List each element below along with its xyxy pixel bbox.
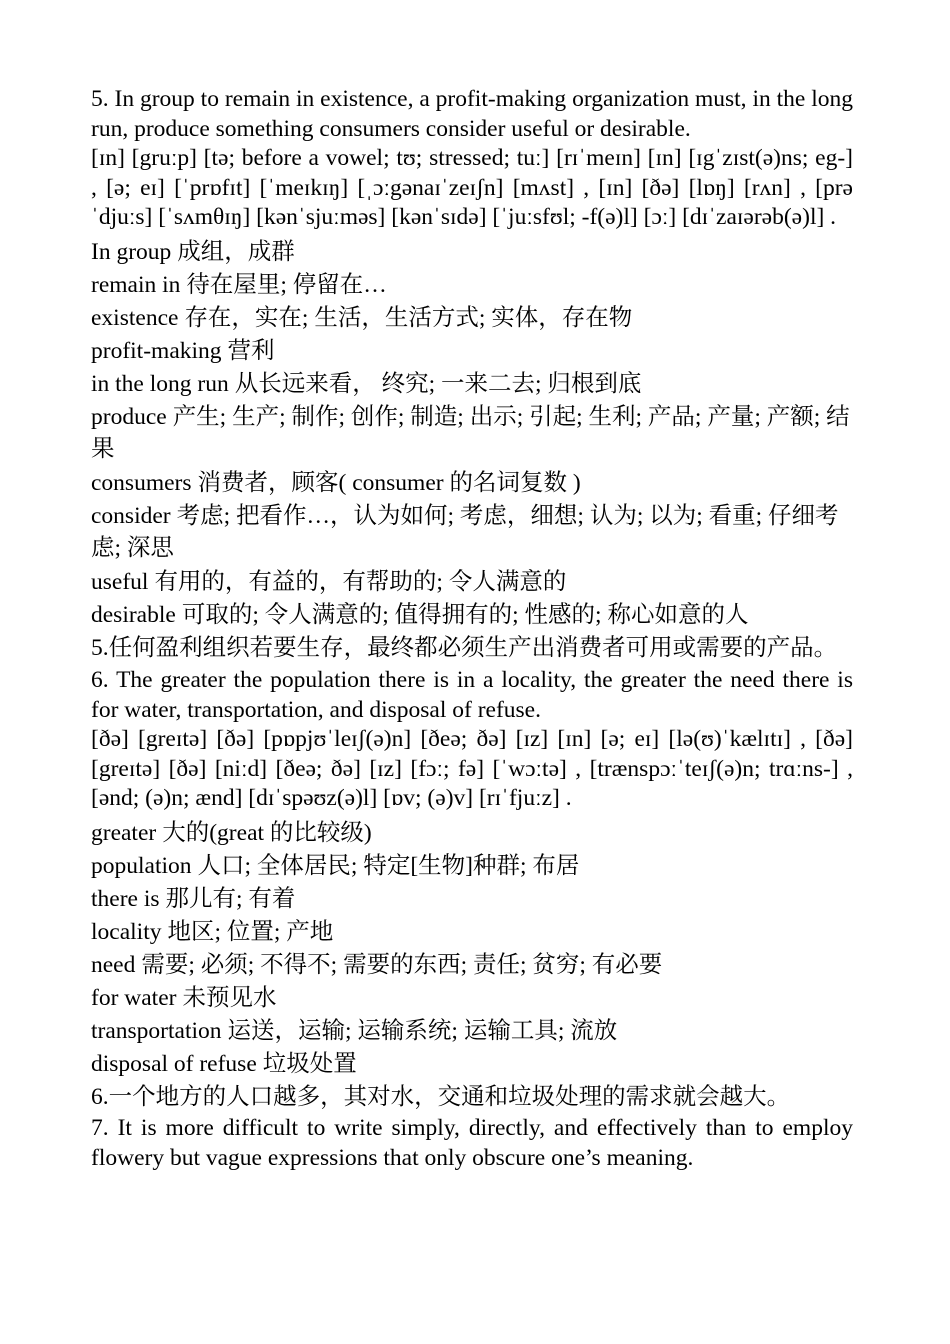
translation-5: 5.任何盈利组织若要生存，最终都必须生产出消费者可用或需要的产品。 [91,634,838,661]
glossary-term: greater [91,819,157,846]
glossary-definition: 运送，运输; 运输系统; 运输工具; 流放 [227,1017,618,1044]
glossary-term: remain in [91,271,181,298]
glossary-item [91,269,853,302]
glossary-definition: 考虑; 把看作…，认为如何; 考虑，细想; 认为; 以为; 看重; 仔细考虑; 深思 [91,502,839,561]
glossary-item [91,302,853,335]
glossary-item [91,916,853,949]
glossary-definition: 存在，实在; 生活，生活方式; 实体，存在物 [184,304,633,331]
glossary-definition: 未预见水 [182,984,277,1011]
phonetic-6: [ðə] [greɪtə] [ðə] [pɒpjʊˈleɪʃ(ə)n] [ðeə; ðə] [ɪz] [ɪn] [ə; eɪ] [lə(ʊ)ˈkælɪtɪ] , [ðə] [greɪtə] [ðə] [niːd] [ðeə; ðə] [ɪz] [fɔː; fə] [ˈwɔːtə] , [trænspɔːˈteɪʃ(ə)n; trɑːns-] , [ənd; (ə)n; ænd] [dɪˈspəʊz(ə)l] [ɒv; (ə)v] [rɪˈfjuːz] . [91,726,853,812]
glossary-term: locality [91,918,162,945]
sentence-6: 6. The greater the population there is in a locality, the greater the need there is for water, transportation, and disposal of refuse. [91,666,853,723]
glossary-term: for water [91,984,177,1011]
glossary-definition: 消费者，顾客( consumer 的名词复数 ) [197,469,581,496]
glossary-definition: 需要; 必须; 不得不; 需要的东西; 责任; 贫穷; 有必要 [141,951,663,978]
glossary-item [91,883,853,916]
glossary-term: In group [91,238,172,265]
glossary-item [91,1015,853,1048]
glossary-term: consider [91,502,171,529]
glossary-definition: 那儿有; 有着 [165,885,296,912]
sentence-7: 7. It is more difficult to write simply, directly, and effectively than to employ flowery but vague expressions that only obscure one’s meaning. [91,1114,853,1171]
glossary-term: population [91,852,192,879]
glossary-item [91,368,853,401]
glossary-term: in the long run [91,370,229,397]
glossary-item [91,817,853,850]
glossary-definition: 待在屋里; 停留在… [186,271,387,298]
glossary-item [91,599,853,632]
phonetic-5: [ɪn] [gruːp] [tə; before a vowel; tʊ; stressed; tuː] [rɪˈmeɪn] [ɪn] [ɪgˈzɪst(ə)ns; eg-] , [ə; eɪ] [ˈprɒfɪt] [ˈmeɪkɪŋ] [ˌɔːgənaɪˈzeɪʃn] [mʌst] , [ɪn] [ðə] [lɒŋ] [rʌn] , [prəˈdjuːs] [ˈsʌmθɪŋ] [kənˈsjuːməs] [kənˈsɪdə] [ˈjuːsfʊl; -f(ə)l] [ɔː] [dɪˈzaɪərəb(ə)l] . [91,145,853,231]
glossary-definition: 产生; 生产; 制作; 创作; 制造; 出示; 引起; 生利; 产品; 产量; 产额; 结果 [91,403,850,462]
glossary-term: disposal of refuse [91,1050,257,1077]
glossary-item [91,500,853,564]
glossary-term: existence [91,304,179,331]
glossary-term: transportation [91,1017,222,1044]
glossary-term: there is [91,885,160,912]
translation-6: 6.一个地方的人口越多，其对水，交通和垃圾处理的需求就会越大。 [91,1083,791,1110]
glossary-definition: 大的(great 的比较级) [162,819,372,846]
glossary-definition: 垃圾处置 [262,1050,357,1077]
glossary-item [91,949,853,982]
glossary-definition: 可取的; 令人满意的; 值得拥有的; 性感的; 称心如意的人 [181,601,749,628]
glossary-definition: 人口; 全体居民; 特定[生物]种群; 布居 [197,852,580,879]
glossary-term: produce [91,403,167,430]
glossary-term: desirable [91,601,176,628]
document-page [91,85,853,1173]
glossary-term: need [91,951,136,978]
glossary-item [91,467,853,500]
glossary-term: consumers [91,469,192,496]
sentence-5: 5. In group to remain in existence, a profit-making organization must, in the long run, produce something consumers consider useful or desirable. [91,86,853,142]
glossary-definition: 地区; 位置; 产地 [167,918,334,945]
glossary-definition: 有用的，有益的，有帮助的; 令人满意的 [154,568,567,595]
glossary-item [91,850,853,883]
glossary-item [91,236,853,269]
glossary-term: useful [91,568,149,595]
glossary-definition: 营利 [227,337,275,364]
glossary-definition: 从长远来看， 终究; 一来二去; 归根到底 [234,370,642,397]
glossary-definition: 成组，成群 [177,238,295,265]
glossary-item [91,566,853,599]
glossary-item [91,335,853,368]
glossary-item [91,982,853,1015]
glossary-term: profit-making [91,337,222,364]
glossary-item [91,1048,853,1081]
glossary-item [91,401,853,465]
